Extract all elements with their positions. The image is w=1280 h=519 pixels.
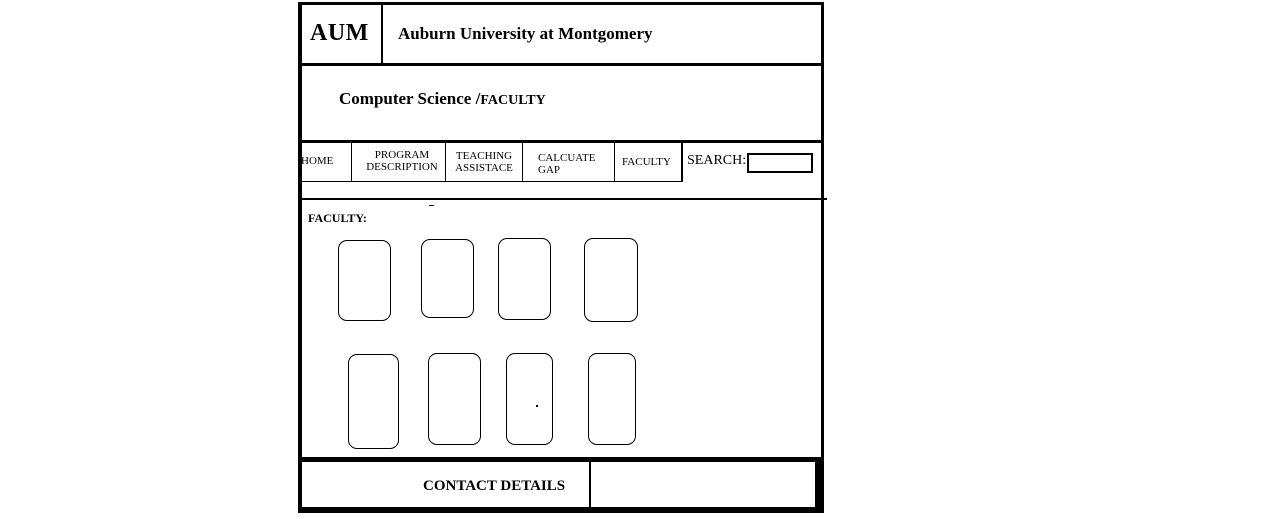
logo[interactable]: AUM	[310, 20, 369, 46]
nav-home[interactable]	[301, 155, 335, 167]
nav-divider-5	[681, 142, 683, 182]
contact-details[interactable]: CONTACT DETAILS	[423, 478, 566, 494]
nav-divider-3	[522, 142, 523, 182]
nav-faculty[interactable]	[622, 156, 680, 168]
faculty-card[interactable]	[498, 238, 551, 320]
breadcrumb-section: FACULTY	[480, 93, 546, 108]
logo-divider	[381, 4, 383, 65]
search-label: SEARCH:	[687, 153, 747, 168]
nav-home-label: HOME	[301, 155, 334, 167]
content-top-border	[300, 198, 827, 200]
nav-top-border	[300, 140, 823, 143]
faculty-card[interactable]	[588, 353, 636, 445]
footer-bottom-border	[300, 507, 823, 512]
nav-program-description-line2: DESCRIPTION	[366, 161, 438, 173]
nav-faculty-label: FACULTY	[622, 156, 671, 168]
nav-teaching-assistance-line2: ASSISTACE	[455, 162, 513, 174]
nav-calculate-gap[interactable]	[538, 152, 608, 176]
faculty-card[interactable]	[338, 240, 391, 321]
nav-divider-2	[445, 142, 446, 182]
nav-bottom-border	[300, 181, 683, 182]
faculty-card[interactable]	[584, 238, 638, 322]
faculty-card[interactable]	[348, 354, 399, 449]
faculty-card[interactable]	[506, 353, 553, 445]
footer-top-border	[300, 457, 823, 462]
faculty-card[interactable]	[421, 239, 474, 318]
footer-divider	[589, 462, 591, 510]
nav-teaching-assistance-line1: TEACHING	[455, 150, 513, 162]
nav-teaching-assistance[interactable]	[452, 150, 516, 174]
nav-calculate-gap-line2: GAP	[538, 164, 561, 176]
nav-divider-1	[351, 142, 352, 182]
breadcrumb	[339, 89, 546, 109]
university-title: Auburn University at Montgomery	[398, 24, 653, 43]
search-input[interactable]	[747, 153, 813, 173]
faculty-card[interactable]	[428, 353, 481, 445]
breadcrumb-department[interactable]: Computer Science /	[339, 89, 481, 108]
nav-program-description-line1: PROGRAM	[374, 149, 430, 161]
header-divider	[300, 63, 823, 66]
nav-divider-4	[614, 142, 615, 182]
stray-mark	[429, 205, 434, 206]
nav-program-description[interactable]	[360, 149, 444, 173]
nav-calculate-gap-line1: CALCUATE	[538, 152, 596, 164]
stray-dot	[536, 405, 538, 407]
footer-right-border	[815, 460, 823, 512]
faculty-heading: FACULTY:	[308, 211, 367, 225]
